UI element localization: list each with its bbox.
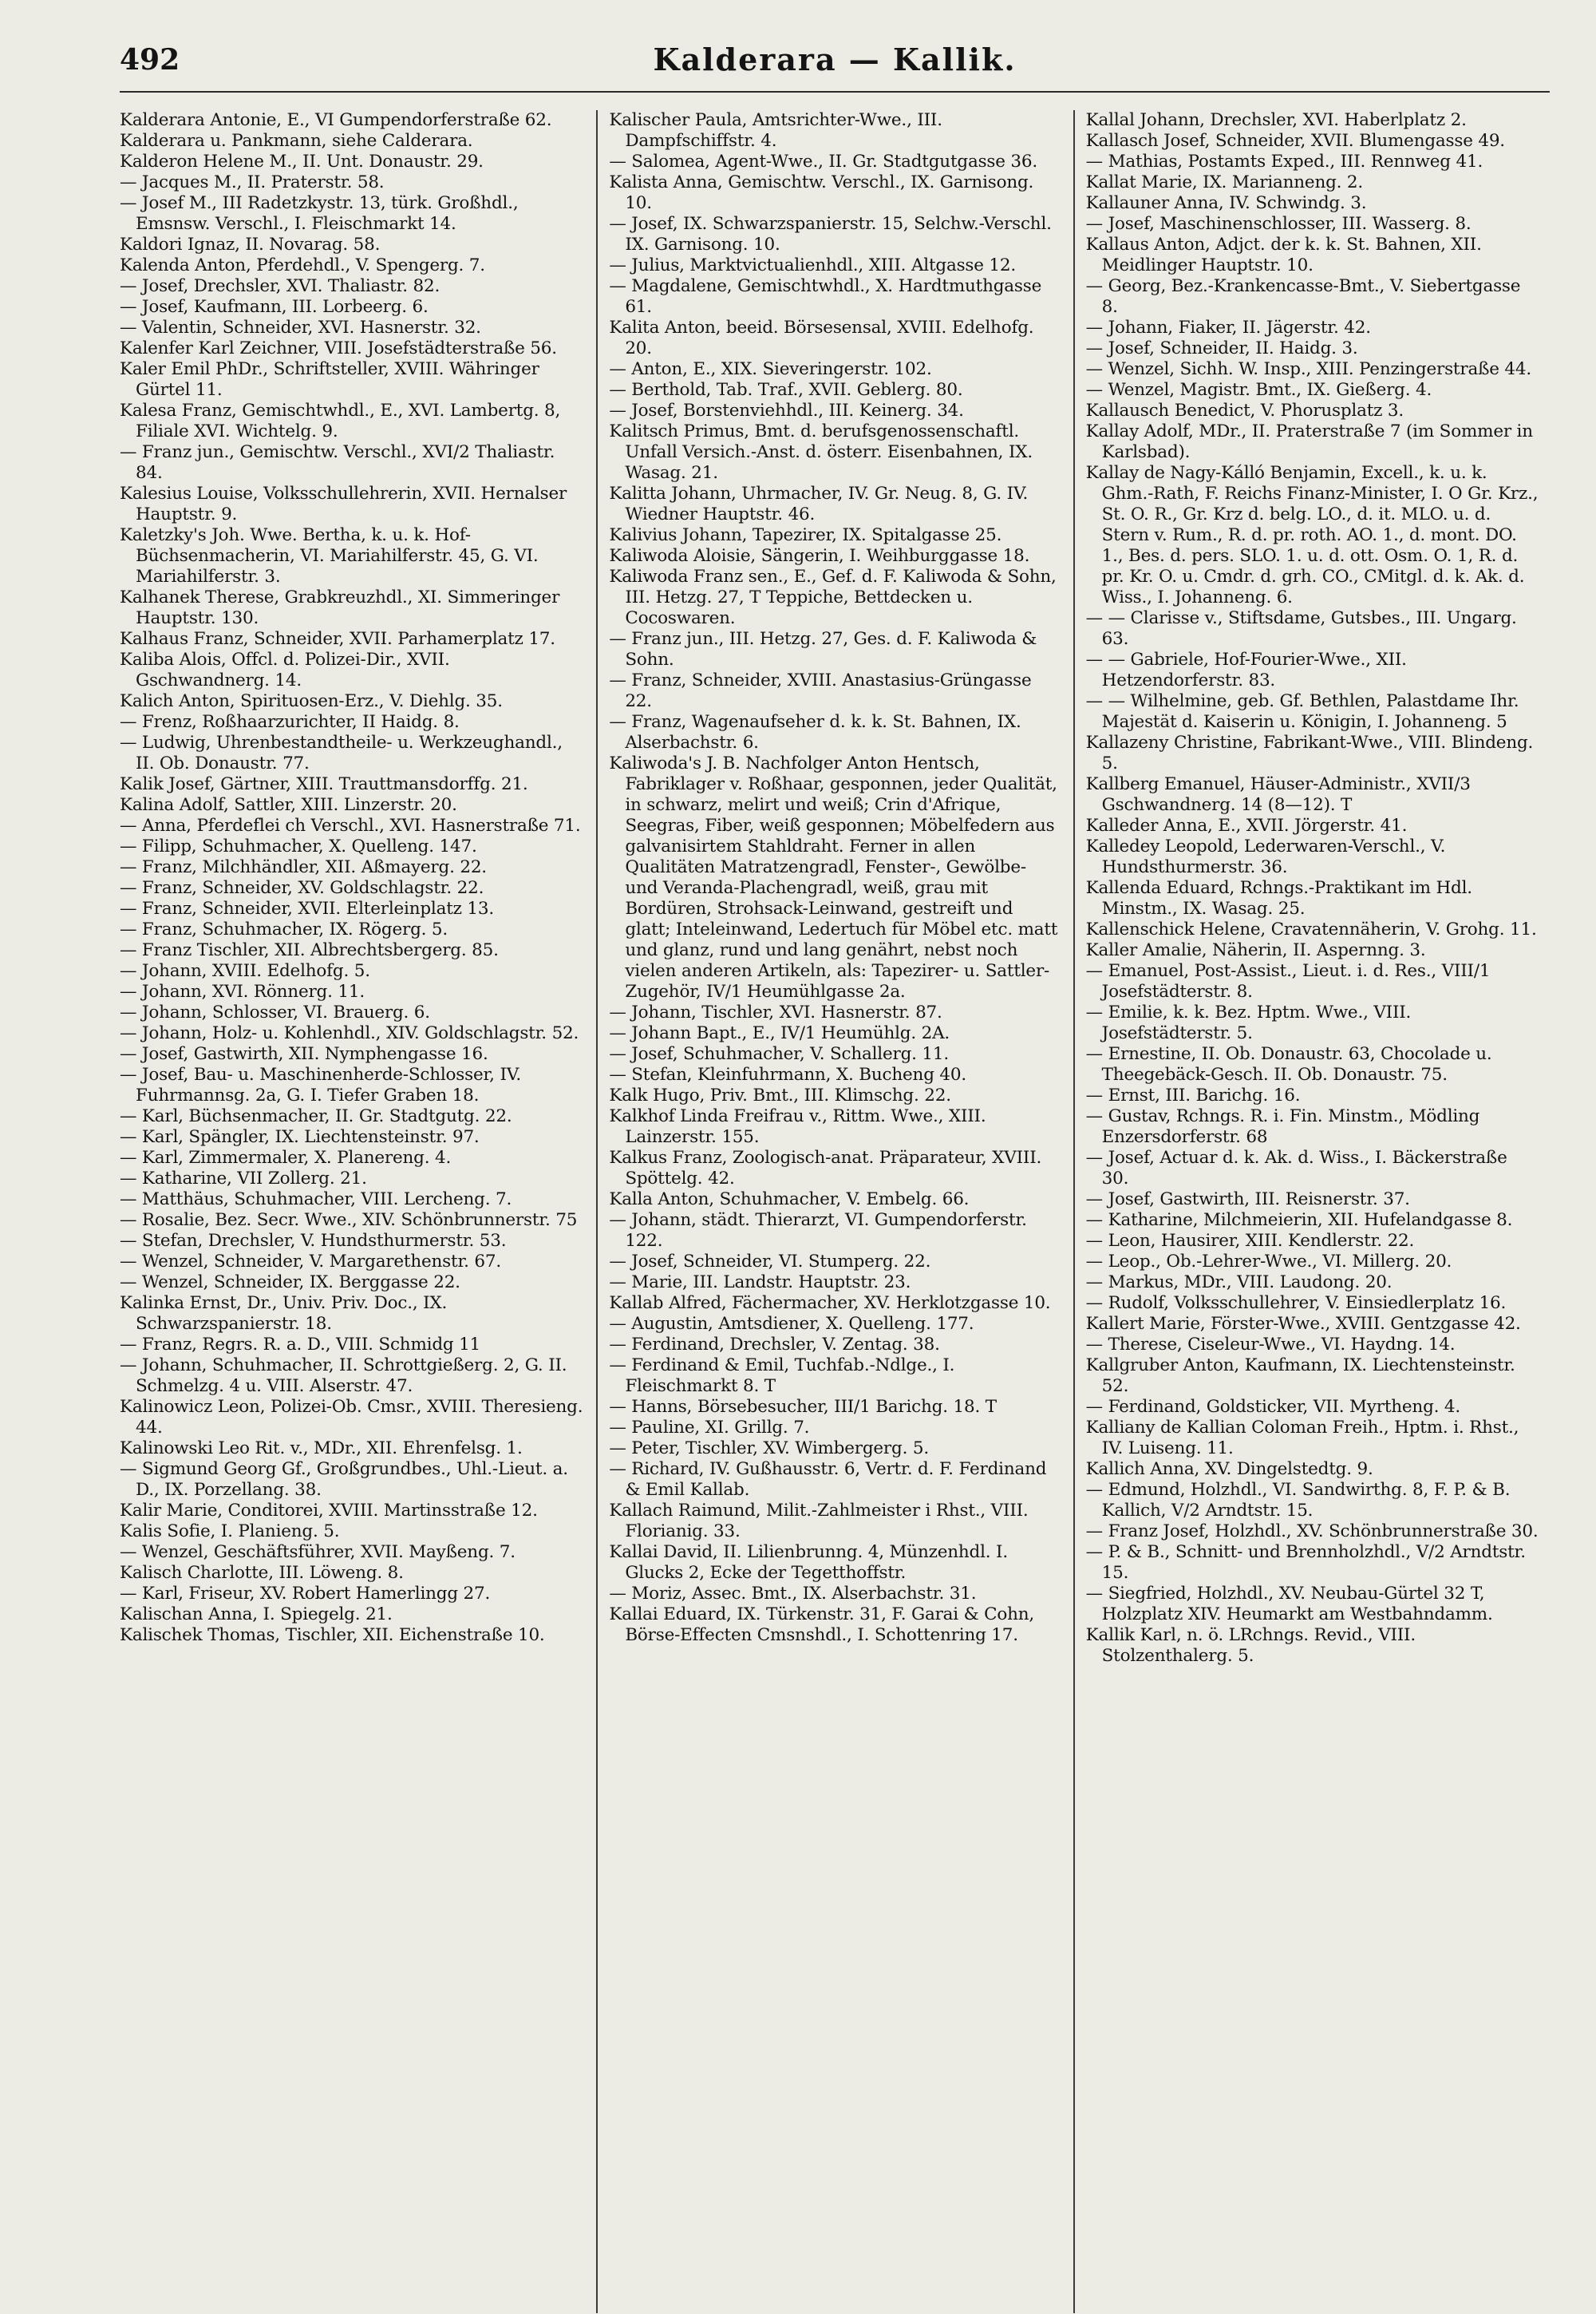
directory-entry: — Matthäus, Schuhmacher, VIII. Lercheng. 7. — [120, 1189, 512, 1209]
directory-entry: Kallenschick Helene, Cravatennäherin, V. Grohg. 11. — [1085, 920, 1537, 939]
directory-entry: Kallik Karl, n. ö. LRchngs. Revid., VIII. Stolzenthalerg. 5. — [1085, 1625, 1416, 1666]
directory-entry: — Stefan, Kleinfuhrmann, X. Bucheng 40. — [609, 1065, 966, 1085]
directory-entry: Kalik Josef, Gärtner, XIII. Trauttmansdorffg. 21. — [120, 774, 528, 794]
directory-entry: Kallazeny Christine, Fabrikant-Wwe., VIII. Blindeng. 5. — [1085, 733, 1534, 773]
directory-entry: Kalesius Louise, Volksschullehrerin, XVII. Hernalser Hauptstr. 9. — [120, 484, 567, 524]
directory-entry: — Katharine, Milchmeierin, XII. Hufelandgasse 8. — [1085, 1210, 1513, 1230]
directory-entry: — Marie, III. Landstr. Hauptstr. 23. — [609, 1272, 911, 1292]
directory-entry: — — Wilhelmine, geb. Gf. Bethlen, Palastdame Ihr. Majestät d. Kaiserin u. Königin, I. Johanneng. 5 — [1085, 691, 1519, 732]
directory-entry: Kalledey Leopold, Lederwaren-Verschl., V. Hundsthurmerstr. 36. — [1085, 837, 1446, 877]
directory-entry: Kaletzky's Joh. Wwe. Bertha, k. u. k. Hof-Büchsenmacherin, VI. Mariahilferstr. 45, G. VI. Mariahilferstr. 3. — [120, 525, 539, 587]
directory-entry: Kallert Marie, Förster-Wwe., XVIII. Gentzgasse 42. — [1085, 1314, 1521, 1334]
directory-entry: Kalderon Helene M., II. Unt. Donaustr. 29. — [120, 152, 484, 172]
directory-entry: — Josef, Kaufmann, III. Lorbeerg. 6. — [120, 297, 429, 317]
directory-entry: — Franz, Schneider, XVIII. Anastasius-Grüngasse 22. — [609, 670, 1032, 711]
directory-entry: — Johann, Schlosser, VI. Brauerg. 6. — [120, 1003, 430, 1023]
directory-entry: — Ferdinand & Emil, Tuchfab.-Ndlge., I. Fleischmarkt 8. T — [609, 1355, 955, 1396]
directory-entry: — Wenzel, Schneider, IX. Berggasse 22. — [120, 1272, 460, 1292]
directory-entry: Kallay Adolf, MDr., II. Praterstraße 7 (im Sommer in Karlsbad). — [1085, 421, 1533, 462]
directory-entry: — Franz jun., III. Hetzg. 27, Ges. d. F. Kaliwoda & Sohn. — [609, 629, 1037, 670]
directory-entry: Kaliba Alois, Offcl. d. Polizei-Dir., XVII. Gschwandnerg. 14. — [120, 650, 450, 690]
directory-entry: — Emilie, k. k. Bez. Hptm. Wwe., VIII. Josefstädterstr. 5. — [1085, 1003, 1412, 1043]
directory-entry: Kalenda Anton, Pferdehdl., V. Spengerg. 7. — [120, 255, 485, 275]
directory-entry: Kallenda Eduard, Rchngs.-Praktikant im Hdl. Minstm., IX. Wasag. 25. — [1085, 878, 1472, 919]
directory-entry: — Josef, Actuar d. k. Ak. d. Wiss., I. Bäckerstraße 30. — [1085, 1148, 1507, 1189]
directory-entry: — Wenzel, Magistr. Bmt., IX. Gießerg. 4. — [1085, 380, 1432, 400]
directory-entry: — Johann, XVIII. Edelhofg. 5. — [120, 961, 370, 981]
page-number: 492 — [120, 43, 180, 77]
directory-entry: Kaliwoda Aloisie, Sängerin, I. Weihburggasse 18. — [609, 546, 1030, 566]
directory-entry: Kalich Anton, Spirituosen-Erz., V. Diehlg. 35. — [120, 691, 503, 711]
directory-entry: — Katharine, VII Zollerg. 21. — [120, 1169, 367, 1189]
directory-entry: — Salomea, Agent-Wwe., II. Gr. Stadtgutgasse 36. — [609, 152, 1037, 172]
directory-entry: Kaldori Ignaz, II. Novarag. 58. — [120, 235, 381, 255]
directory-entry: Kallai David, II. Lilienbrunng. 4, Münzenhdl. I. Glucks 2, Ecke der Tegetthoffstr. — [609, 1542, 1008, 1583]
directory-entry: — Franz, Schneider, XV. Goldschlagstr. 22. — [120, 878, 484, 898]
directory-entry: — Franz, Regrs. R. a. D., VIII. Schmidg 11 — [120, 1335, 481, 1355]
directory-entry: — Josef M., III Radetzkystr. 13, türk. Großhdl., Emsnsw. Verschl., I. Fleischmarkt 14. — [120, 193, 519, 234]
directory-entry: — Gustav, Rchngs. R. i. Fin. Minstm., Mödling Enzersdorferstr. 68 — [1085, 1106, 1480, 1147]
directory-entry: — Filipp, Schuhmacher, X. Quelleng. 147. — [120, 837, 477, 856]
directory-entry: — Augustin, Amtsdiener, X. Quelleng. 177. — [609, 1314, 974, 1334]
directory-entry: — Johann, Holz- u. Kohlenhdl., XIV. Goldschlagstr. 52. — [120, 1023, 579, 1043]
directory-entry: Kallauner Anna, IV. Schwindg. 3. — [1085, 193, 1367, 213]
directory-entry: — — Gabriele, Hof-Fourier-Wwe., XII. Hetzendorferstr. 83. — [1085, 650, 1407, 690]
directory-entry: Kalinowski Leo Rit. v., MDr., XII. Ehrenfelsg. 1. — [120, 1438, 523, 1458]
directory-entry: — Johann, Schuhmacher, II. Schrottgießerg. 2, G. II. Schmelzg. 4 u. VIII. Alserstr. 47. — [120, 1355, 567, 1396]
directory-entry: Kalkhof Linda Freifrau v., Rittm. Wwe., XIII. Lainzerstr. 155. — [609, 1106, 986, 1147]
directory-entry: Kalisch Charlotte, III. Löweng. 8. — [120, 1563, 404, 1583]
directory-entry: — Wenzel, Schneider, V. Margarethenstr. 67. — [120, 1252, 502, 1272]
directory-entry: Kallasch Josef, Schneider, XVII. Blumengasse 49. — [1085, 131, 1505, 151]
directory-entry: — Magdalene, Gemischtwhdl., X. Hardtmuthgasse 61. — [609, 276, 1042, 317]
directory-entry: Kalischer Paula, Amtsrichter-Wwe., III. Dampfschiffstr. 4. — [609, 110, 942, 151]
directory-entry: Kalla Anton, Schuhmacher, V. Embelg. 66. — [609, 1189, 970, 1209]
directory-entry: — Franz, Schneider, XVII. Elterleinplatz 13. — [120, 899, 494, 919]
directory-entry: Kallaus Anton, Adjct. der k. k. St. Bahnen, XII. Meidlinger Hauptstr. 10. — [1085, 235, 1482, 275]
directory-entry: Kallich Anna, XV. Dingelstedtg. 9. — [1085, 1459, 1373, 1479]
directory-entry: Kalis Sofie, I. Planieng. 5. — [120, 1521, 340, 1541]
running-title: Kalderara — Kallik. — [653, 42, 1017, 77]
directory-entry: Kallgruber Anton, Kaufmann, IX. Liechtensteinstr. 52. — [1085, 1355, 1515, 1396]
directory-entry: — Josef, Drechsler, XVI. Thaliastr. 82. — [120, 276, 440, 296]
directory-entry: — Valentin, Schneider, XVI. Hasnerstr. 32. — [120, 318, 481, 338]
directory-entry: — Leop., Ob.-Lehrer-Wwe., VI. Millerg. 20. — [1085, 1252, 1452, 1272]
directory-entry: — Frenz, Roßhaarzurichter, II Haidg. 8. — [120, 712, 460, 732]
directory-entry: — Ernestine, II. Ob. Donaustr. 63, Chocolade u. Theegebäck-Gesch. II. Ob. Donaustr. 75. — [1085, 1044, 1492, 1085]
directory-entry: — Josef, Borstenviehhdl., III. Keinerg. 34. — [609, 401, 964, 421]
directory-entry: Kallberg Emanuel, Häuser-Administr., XVII/3 Gschwandnerg. 14 (8—12). T — [1085, 774, 1471, 815]
directory-entry: Kalita Anton, beeid. Börsesensal, XVIII. Edelhofg. 20. — [609, 318, 1034, 358]
directory-entry: Kalina Adolf, Sattler, XIII. Linzerstr. 20. — [120, 795, 457, 815]
directory-entry: — Franz, Wagenaufseher d. k. k. St. Bahnen, IX. Alserbachstr. 6. — [609, 712, 1021, 753]
directory-entry: Kalista Anna, Gemischtw. Verschl., IX. Garnisong. 10. — [609, 172, 1034, 213]
directory-entry: Kalitsch Primus, Bmt. d. berufsgenossenschaftl. Unfall Versich.-Anst. d. österr. Eisenbahnen, IX. Wasag. 21. — [609, 421, 1033, 483]
directory-entry: — Ferdinand, Goldsticker, VII. Myrtheng. 4. — [1085, 1397, 1461, 1417]
directory-entry: — Julius, Marktvictualienhdl., XIII. Altgasse 12. — [609, 255, 1016, 275]
directory-entry: Kalkus Franz, Zoologisch-anat. Präparateur, XVIII. Spöttelg. 42. — [609, 1148, 1042, 1189]
directory-entry: — Wenzel, Geschäftsführer, XVII. Mayßeng. 7. — [120, 1542, 516, 1562]
directory-entry: — Anna, Pferdeflei ch Verschl., XVI. Hasnerstraße 71. — [120, 816, 581, 836]
directory-entry: — Hanns, Börsebesucher, III/1 Barichg. 18. T — [609, 1397, 997, 1417]
directory-entry: Kalir Marie, Conditorei, XVIII. Martinsstraße 12. — [120, 1501, 538, 1521]
directory-entry: — Therese, Ciseleur-Wwe., VI. Haydng. 14. — [1085, 1335, 1456, 1355]
directory-entry: — Johann, Fiaker, II. Jägerstr. 42. — [1085, 318, 1371, 338]
directory-entry: — Leon, Hausirer, XIII. Kendlerstr. 22. — [1085, 1231, 1415, 1251]
directory-entry: Kalliany de Kallian Coloman Freih., Hptm. i. Rhst., IV. Luiseng. 11. — [1085, 1418, 1519, 1458]
directory-entry: — Georg, Bez.-Krankencasse-Bmt., V. Siebertgasse 8. — [1085, 276, 1521, 317]
directory-entry: — Siegfried, Holzhdl., XV. Neubau-Gürtel 32 T, Holzplatz XIV. Heumarkt am Westbahndamm. — [1085, 1584, 1493, 1624]
directory-entry: Kaler Emil PhDr., Schriftsteller, XVIII. Währinger Gürtel 11. — [120, 359, 539, 400]
directory-entry: — Karl, Friseur, XV. Robert Hamerlingg 27. — [120, 1584, 491, 1604]
directory-entry: — Karl, Büchsenmacher, II. Gr. Stadtgutg. 22. — [120, 1106, 512, 1126]
directory-entry: — Josef, Schuhmacher, V. Schallerg. 11. — [609, 1044, 950, 1064]
directory-entry: — Peter, Tischler, XV. Wimbergerg. 5. — [609, 1438, 929, 1458]
directory-entry: — Karl, Zimmermaler, X. Planereng. 4. — [120, 1148, 452, 1168]
directory-entry: — Jacques M., II. Praterstr. 58. — [120, 172, 385, 192]
directory-entry: Kallab Alfred, Fächermacher, XV. Herklotzgasse 10. — [609, 1293, 1051, 1313]
directory-entry: — Emanuel, Post-Assist., Lieut. i. d. Res., VIII/1 Josefstädterstr. 8. — [1085, 961, 1491, 1002]
directory-entry: Kaliwoda Franz sen., E., Gef. d. F. Kaliwoda & Sohn, III. Hetzg. 27, T Teppiche, Bettdecken u. Cocoswaren. — [609, 567, 1057, 628]
column-1 — [120, 110, 596, 2313]
directory-entry: — Johann, Tischler, XVI. Hasnerstr. 87. — [609, 1003, 942, 1023]
directory-entry: — Moriz, Assec. Bmt., IX. Alserbachstr. 31. — [609, 1584, 977, 1604]
directory-entry: Kalhanek Therese, Grabkreuzhdl., XI. Simmeringer Hauptstr. 130. — [120, 587, 560, 628]
directory-entry: — Sigmund Georg Gf., Großgrundbes., Uhl.-Lieut. a. D., IX. Porzellang. 38. — [120, 1459, 568, 1500]
directory-entry: — Johann Bapt., E., IV/1 Heumühlg. 2A. — [609, 1023, 950, 1043]
directory-entry: — Edmund, Holzhdl., VI. Sandwirthg. 8, F. P. & B. Kallich, V/2 Arndtstr. 15. — [1085, 1480, 1511, 1521]
directory-entry: Kalenfer Karl Zeichner, VIII. Josefstädterstraße 56. — [120, 338, 557, 358]
directory-entry: — Ferdinand, Drechsler, V. Zentag. 38. — [609, 1335, 940, 1355]
directory-entry: — Ludwig, Uhrenbestandtheile- u. Werkzeughandl., II. Ob. Donaustr. 77. — [120, 733, 563, 773]
directory-entry: Kallach Raimund, Milit.-Zahlmeister i Rhst., VIII. Florianig. 33. — [609, 1501, 1029, 1541]
column-2 — [596, 110, 1073, 2313]
directory-entry: — Markus, MDr., VIII. Laudong. 20. — [1085, 1272, 1393, 1292]
directory-entry: — Johann, städt. Thierarzt, VI. Gumpendorferstr. 122. — [609, 1210, 1027, 1251]
directory-entry: — Rudolf, Volksschullehrer, V. Einsiedlerplatz 16. — [1085, 1293, 1507, 1313]
directory-entry: — Wenzel, Sichh. W. Insp., XIII. Penzingerstraße 44. — [1085, 359, 1531, 379]
directory-entry: — Franz jun., Gemischtw. Verschl., XVI/2 Thaliastr. 84. — [120, 442, 555, 483]
directory-entry: — Josef, Bau- u. Maschinenherde-Schlosser, IV. Fuhrmannsg. 2a, G. I. Tiefer Graben 18. — [120, 1065, 521, 1106]
directory-entry: — Ernst, III. Barichg. 16. — [1085, 1086, 1301, 1106]
directory-entry: Kallausch Benedict, V. Phorusplatz 3. — [1085, 401, 1404, 421]
directory-entry: Kalinowicz Leon, Polizei-Ob. Cmsr., XVIII. Theresieng. 44. — [120, 1397, 583, 1438]
directory-entry: — Josef, Schneider, II. Haidg. 3. — [1085, 338, 1358, 358]
directory-entry: — Josef, Maschinenschlosser, III. Wasserg. 8. — [1085, 214, 1472, 234]
directory-entry: Kallal Johann, Drechsler, XVI. Haberlplatz 2. — [1085, 110, 1467, 130]
directory-entry: — Stefan, Drechsler, V. Hundsthurmerstr. 53. — [120, 1231, 507, 1251]
directory-entry: — Josef, Gastwirth, XII. Nymphengasse 16. — [120, 1044, 488, 1064]
directory-entry: — Berthold, Tab. Traf., XVII. Geblerg. 80. — [609, 380, 963, 400]
directory-entry: — Franz, Milchhändler, XII. Aßmayerg. 22. — [120, 857, 487, 877]
directory-entry: — Josef, Gastwirth, III. Reisnerstr. 37. — [1085, 1189, 1410, 1209]
directory-entry: — Franz, Schuhmacher, IX. Rögerg. 5. — [120, 920, 448, 939]
directory-entry: Kallat Marie, IX. Marianneng. 2. — [1085, 172, 1364, 192]
directory-entry: Kalitta Johann, Uhrmacher, IV. Gr. Neug. 8, G. IV. Wiedner Hauptstr. 46. — [609, 484, 1029, 524]
directory-entry: — Karl, Spängler, IX. Liechtensteinstr. 97. — [120, 1127, 480, 1147]
directory-entry: — Mathias, Postamts Exped., III. Rennweg 41. — [1085, 152, 1483, 172]
directory-entry: — Pauline, XI. Grillg. 7. — [609, 1418, 810, 1438]
directory-entry: Kalivius Johann, Tapezirer, IX. Spitalgasse 25. — [609, 525, 1002, 545]
directory-entry: Kalinka Ernst, Dr., Univ. Priv. Doc., IX. Schwarzspanierstr. 18. — [120, 1293, 448, 1334]
directory-entry: — Rosalie, Bez. Secr. Wwe., XIV. Schönbrunnerstr. 75 — [120, 1210, 578, 1230]
entry-columns — [120, 110, 1550, 2313]
directory-entry: — — Clarisse v., Stiftsdame, Gutsbes., III. Ungarg. 63. — [1085, 608, 1517, 649]
directory-entry: — Franz Josef, Holzhdl., XV. Schönbrunnerstraße 30. — [1085, 1521, 1539, 1541]
directory-entry: Kaliwoda's J. B. Nachfolger Anton Hentsch, Fabriklager v. Roßhaar, gesponnen, jeder Qualität, in schwarz, melirt und weiß; Crin d'Afrique, Seegras, Fiber, weiß gesponnen; Möbelfedern aus galvanisirtem Stahldraht. Ferner in allen Qualitäten Matratzengradl, Fenster-, Gewölbe- und Veranda-Plachengradl, weiß, grau mit Bordüren, Strohsack-Leinwand, gestreift und glatt; Inteleinwand, Ledertuch für Möbel etc. matt und glanz, rund und lang genährt, nebst noch vielen anderen Artikeln, als: Tapezirer- u. Sattler-Zugehör, IV/1 Heumühlgasse 2a. — [609, 754, 1058, 1002]
directory-entry: Kalderara Antonie, E., VI Gumpendorferstraße 62. — [120, 110, 552, 130]
directory-entry: Kalderara u. Pankmann, siehe Calderara. — [120, 131, 473, 151]
directory-entry: Kallai Eduard, IX. Türkenstr. 31, F. Garai & Cohn, Börse-Effecten Cmsnshdl., I. Schottenring 17. — [609, 1604, 1035, 1645]
directory-entry: Kalischek Thomas, Tischler, XII. Eichenstraße 10. — [120, 1625, 545, 1645]
page-header — [120, 38, 1550, 93]
directory-entry: Kalk Hugo, Priv. Bmt., III. Klimschg. 22. — [609, 1086, 951, 1106]
directory-entry: — Josef, Schneider, VI. Stumperg. 22. — [609, 1252, 931, 1272]
directory-entry: — Richard, IV. Gußhausstr. 6, Vertr. d. F. Ferdinand & Emil Kallab. — [609, 1459, 1047, 1500]
directory-entry: Kalischan Anna, I. Spiegelg. 21. — [120, 1604, 393, 1624]
directory-entry: Kallay de Nagy-Kálló Benjamin, Excell., k. u. k. Ghm.-Rath, F. Reichs Finanz-Minister, I. O Gr. Krz., St. O. R., Gr. Krz d. belg. LO., d. it. MLO. u. d. Stern v. Rum., R. d. pr. roth. AO. 1., d. mont. DO. 1., Bes. d. pers. SLO. 1. u. d. ott. Osm. O. 1, R. d. pr. Kr. O. u. Cmdr. d. grh. CO., CMitgl. d. k. Ak. d. Wiss., I. Johanneng. 6. — [1085, 463, 1539, 607]
directory-entry: — Josef, IX. Schwarzspanierstr. 15, Selchw.-Verschl. IX. Garnisong. 10. — [609, 214, 1052, 255]
directory-entry: Kalesa Franz, Gemischtwhdl., E., XVI. Lambertg. 8, Filiale XVI. Wichtelg. 9. — [120, 401, 561, 441]
directory-entry: — Johann, XVI. Rönnerg. 11. — [120, 982, 365, 1002]
directory-entry: — Anton, E., XIX. Sieveringerstr. 102. — [609, 359, 932, 379]
directory-entry: Kalleder Anna, E., XVII. Jörgerstr. 41. — [1085, 816, 1408, 836]
directory-entry: Kaller Amalie, Näherin, II. Aspernng. 3. — [1085, 940, 1426, 960]
directory-entry: — P. & B., Schnitt- und Brennholzhdl., V/2 Arndtstr. 15. — [1085, 1542, 1526, 1583]
directory-entry: Kalhaus Franz, Schneider, XVII. Parhamerplatz 17. — [120, 629, 555, 649]
directory-entry: — Franz Tischler, XII. Albrechtsbergerg. 85. — [120, 940, 499, 960]
column-3 — [1073, 110, 1550, 2313]
